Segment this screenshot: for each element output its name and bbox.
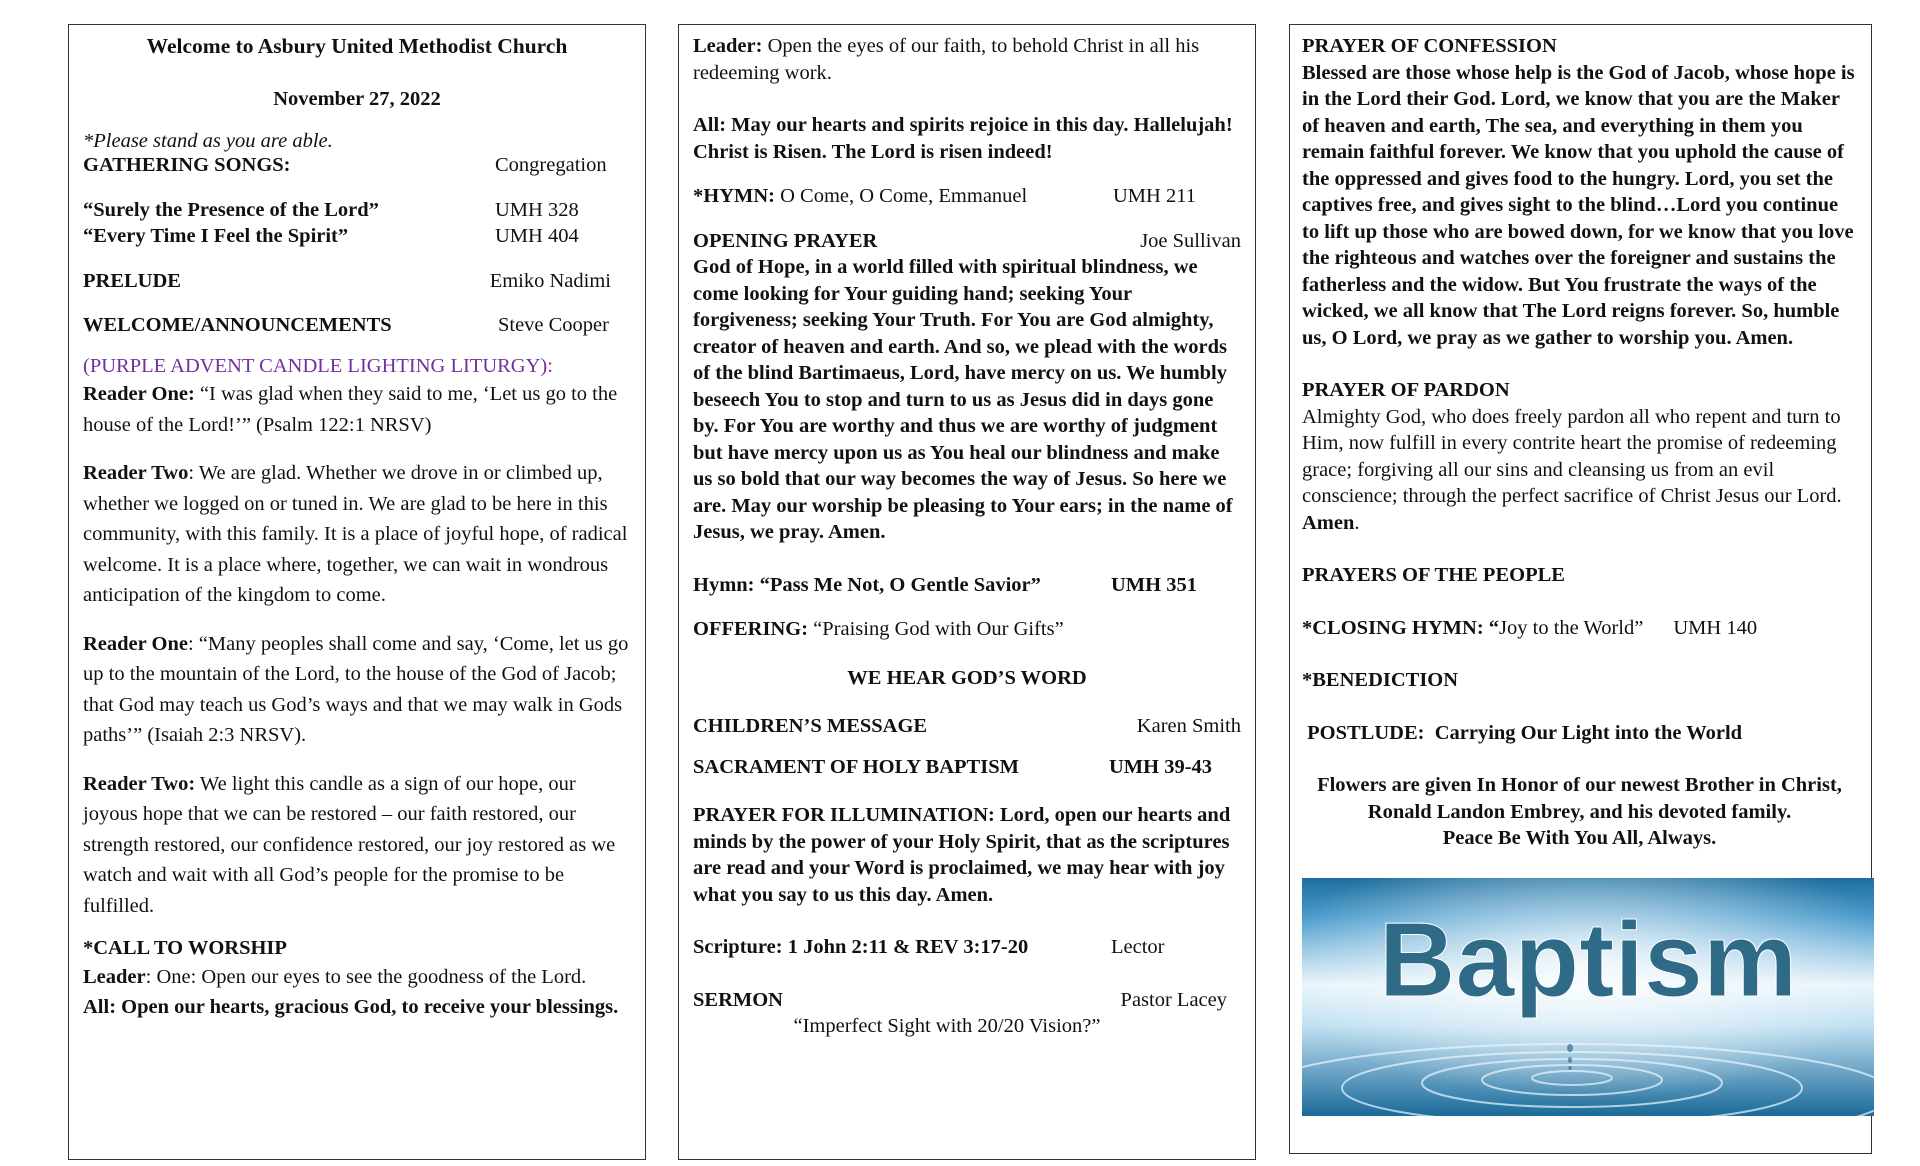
closing-hymn-ref: UMH 140 — [1673, 616, 1758, 639]
song-title: “Every Time I Feel the Spirit” — [83, 225, 349, 247]
call-leader-line — [83, 962, 631, 993]
reader-text: “I was glad when they said to me, ‘Let us go to the house of the Lord!’” (Psalm 122:1 NRSV) — [83, 383, 618, 436]
bulletin-column-1 — [68, 24, 646, 1160]
prelude-row — [83, 268, 631, 295]
opening-prayer-row — [693, 228, 1241, 255]
baptism-water-image — [1302, 878, 1874, 1116]
bulletin-column-2 — [678, 24, 1256, 1160]
children-row — [693, 713, 1241, 740]
gathering-label: GATHERING SONGS: — [83, 154, 291, 176]
welcome-by: Steve Cooper — [497, 314, 609, 336]
hymn-line — [693, 183, 1113, 210]
pardon-paragraph: Almighty God, who does freely pardon all who repent and turn to Him, now fulfill in every contrite heart the promise of redeeming grace; forgiving all our sins and cleansing us from an evil conscience; through the perfect sacrifice of Christ Jesus our Lord. Amen. — [1302, 405, 1842, 534]
reader-text: We light this candle as a sign of our hope, our joyous hope that we can be restored – our faith restored, our strength restored, our confidence restored, our joy restored as we watch and wait with all God’s people for the promise to be fulfilled. — [83, 772, 616, 917]
people-heading: PRAYERS OF THE PEOPLE — [1302, 564, 1565, 586]
closing-hymn-title: Joy to the World” — [1499, 616, 1644, 639]
hymn-row — [693, 183, 1241, 210]
advent-heading: (PURPLE ADVENT CANDLE LIGHTING LITURGY): — [83, 354, 553, 377]
leader-line — [693, 33, 1241, 86]
reader-two-paragraph — [83, 769, 631, 922]
leader-label: Leader — [83, 965, 146, 988]
welcome-title: Welcome to Asbury United Methodist Church — [146, 34, 568, 58]
song-ref: UMH 404 — [495, 225, 579, 247]
stand-note: *Please stand as you are able. — [83, 130, 333, 152]
sermon-label: SERMON — [693, 988, 783, 1011]
benediction: *BENEDICTION — [1302, 669, 1459, 691]
reader-label: Reader One — [83, 632, 188, 655]
hymn-label: *HYMN: — [693, 185, 775, 207]
song-title: “Surely the Presence of the Lord” — [83, 198, 379, 221]
baptism-word: Baptism — [1378, 900, 1798, 1019]
closing-hymn-label: *CLOSING HYMN: “ — [1302, 616, 1500, 639]
prelude-label: PRELUDE — [83, 269, 181, 292]
all-response: All: May our hearts and spirits rejoice in this day. Hallelujah! Christ is Risen. The Lord is risen indeed! — [693, 114, 1233, 163]
children-label: CHILDREN’S MESSAGE — [693, 715, 928, 737]
baptism-label: SACRAMENT OF HOLY BAPTISM — [693, 755, 1019, 778]
opening-prayer-by: Joe Sullivan — [1140, 229, 1241, 252]
reader-label: Reader One: — [83, 383, 195, 405]
scripture-row — [693, 934, 1241, 961]
service-date: November 27, 2022 — [273, 87, 441, 110]
pardon-heading: PRAYER OF PARDON — [1302, 379, 1510, 401]
reader-one-paragraph — [83, 629, 631, 751]
reader-two-paragraph — [83, 458, 631, 611]
offering-text: “Praising God with Our Gifts” — [808, 618, 1064, 640]
opening-prayer-label: OPENING PRAYER — [693, 229, 878, 252]
hymn-title: O Come, O Come, Emmanuel — [774, 185, 1028, 207]
confession-text: Blessed are those whose help is the God of Jacob, whose hope is in the Lord their God. Lord, we know that you are the Maker of heaven and earth, The sea, and everything in them you remain faithful forever. We know that you uphold the cause of the oppressed and gives food to the hungry. Lord, you set the captives free, and gives sight to the blind…Lord you continue to lift up those who are bowed down, for we know that you love the righteous and watches over the foreigner and sustains the fatherless and the widow. But You frustrate the ways of the wicked, we all know that The Lord reigns forever. So, humble us, O Lord, we pray as we gather to worship you. Amen. — [1302, 61, 1855, 349]
call-all-line: All: Open our hearts, gracious God, to receive your blessings. — [83, 996, 619, 1018]
scripture-label: Scripture: 1 John 2:11 & REV 3:17-20 — [693, 936, 1029, 958]
reader-label: Reader Two: — [83, 772, 196, 795]
peace-text: Peace Be With You All, Always. — [1442, 827, 1717, 849]
pardon-text: Almighty God, who does freely pardon all who repent and turn to Him, now fulfill in every contrite heart the promise of redeeming grace; forgiving all our sins and cleansing us from an evil conscience; through the perfect sacrifice of Christ Jesus our Lord. — [1302, 405, 1842, 507]
flowers-text: Flowers are given In Honor of our newest Brother in Christ, Ronald Landon Embrey, and his devoted family. — [1317, 774, 1842, 823]
sermon-by: Pastor Lacey — [1120, 988, 1227, 1011]
postlude: POSTLUDE: Carrying Our Light into the World — [1302, 721, 1743, 744]
offering-line — [693, 616, 1241, 643]
offering-label: OFFERING: — [693, 618, 809, 640]
hymn2-row — [693, 572, 1241, 599]
baptism-row — [693, 754, 1241, 781]
reader-text: : We are glad. Whether we drove in or climbed up, whether we logged on or tuned in. We are glad to be here in this community, with this family. It is a place of joyful hope, of radical welcome. It is a place where, together, we can wait in wondrous anticipation of the kingdom to come. — [83, 462, 628, 606]
confession-heading: PRAYER OF CONFESSION — [1302, 35, 1557, 57]
gathering-by: Congregation — [495, 154, 607, 176]
sermon-title: “Imperfect Sight with 20/20 Vision?” — [793, 1015, 1101, 1037]
leader-label: Leader: — [693, 35, 763, 57]
word-heading: WE HEAR GOD’S WORD — [847, 666, 1087, 689]
call-to-worship-heading: *CALL TO WORSHIP — [83, 937, 287, 959]
leader-text: Open the eyes of our faith, to behold Christ in all his redeeming work. — [693, 35, 1200, 84]
song-ref: UMH 328 — [495, 198, 579, 221]
baptism-ref: UMH 39-43 — [1109, 755, 1213, 778]
closing-hymn-line — [1302, 615, 1857, 642]
welcome-row — [83, 312, 631, 339]
hymn2-ref: UMH 351 — [1111, 573, 1197, 596]
sermon-row — [693, 987, 1241, 1014]
reader-label: Reader Two — [83, 462, 189, 484]
song-item — [83, 223, 631, 250]
illumination-text: PRAYER FOR ILLUMINATION: Lord, open our hearts and minds by the power of your Holy Spirit, that as the scriptures are read and your Word is proclaimed, we may hear with joy what you say to us this day. Amen. — [693, 804, 1231, 906]
hymn2-title: Hymn: “Pass Me Not, O Gentle Savior” — [693, 573, 1041, 596]
reader-text: : “Many peoples shall come and say, ‘Come, let us go up to the mountain of the Lord, to the house of the God of Jacob; that God may teach us God’s ways and that we may walk in Gods paths’” (Isaiah 2:3 NRSV). — [83, 632, 629, 746]
scripture-by: Lector — [1111, 936, 1165, 958]
reader-one-paragraph — [83, 379, 631, 440]
opening-prayer-text: God of Hope, in a world filled with spiritual blindness, we come looking for Your guiding hand; seeking Your forgiveness; seeking Your Truth. For You are God almighty, creator of heaven and earth. And so, we plead with the words of the blind Bartimaeus, Lord, have mercy on us. We humbly beseech You to stop and turn to us as Jesus did in days gone by. For You are worthy and thus we are worthy of judgment but have mercy upon us as You heal our blindness and make us so bold that our way becomes the way of Jesus. So here we are. May our worship be pleasing to Your ears; in the name of Jesus, we pray. Amen. — [693, 256, 1233, 543]
children-by: Karen Smith — [1136, 715, 1241, 737]
hymn-ref: UMH 211 — [1113, 185, 1196, 207]
pardon-amen: Amen — [1302, 511, 1355, 534]
song-list — [83, 197, 631, 250]
gathering-songs-row — [83, 152, 631, 179]
song-item — [83, 197, 631, 224]
welcome-label: WELCOME/ANNOUNCEMENTS — [83, 314, 392, 336]
bulletin-column-3 — [1289, 24, 1872, 1154]
prelude-by: Emiko Nadimi — [489, 269, 611, 292]
leader-text: : One: Open our eyes to see the goodness of the Lord. — [145, 965, 587, 988]
